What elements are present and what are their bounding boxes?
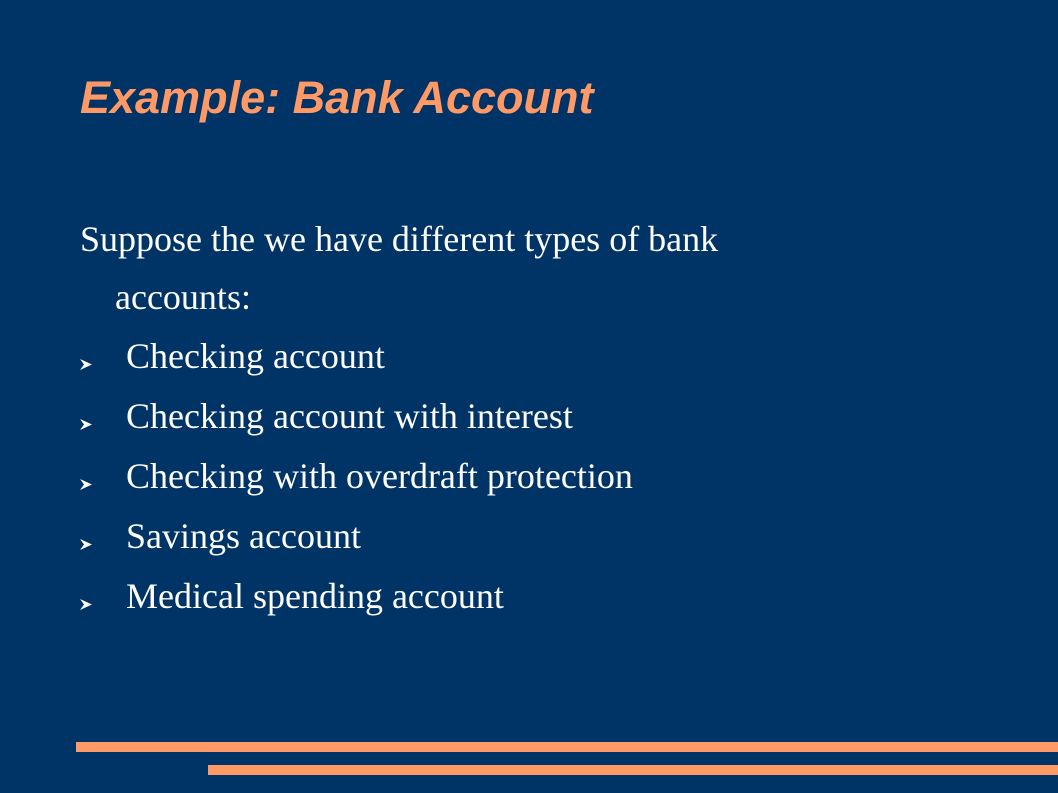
list-item: [80, 446, 980, 506]
slide-title: Example: Bank Account: [80, 72, 594, 123]
arrowhead-bullet-icon: [80, 446, 94, 506]
account-types-list: [80, 326, 980, 626]
intro-line-2: accounts:: [115, 277, 251, 317]
arrowhead-bullet-icon: [80, 326, 94, 386]
accent-bar-top: [76, 742, 1058, 752]
list-item: [80, 386, 980, 446]
bullet-text: Checking account: [126, 336, 385, 376]
arrowhead-bullet-icon: [80, 506, 94, 566]
intro-line-1: Suppose the we have different types of bank: [80, 219, 719, 259]
bullet-text: Checking with overdraft protection: [126, 456, 633, 496]
list-item: [80, 506, 980, 566]
bullet-text: Medical spending account: [126, 576, 504, 616]
bullet-text: Checking account with interest: [126, 396, 573, 436]
slide-body: [80, 210, 980, 626]
arrowhead-bullet-icon: [80, 566, 94, 626]
bullet-text: Savings account: [126, 516, 361, 556]
list-item: [80, 566, 980, 626]
intro-paragraph: [80, 210, 980, 326]
accent-bar-bottom: [208, 765, 1058, 775]
list-item: [80, 326, 980, 386]
arrowhead-bullet-icon: [80, 386, 94, 446]
